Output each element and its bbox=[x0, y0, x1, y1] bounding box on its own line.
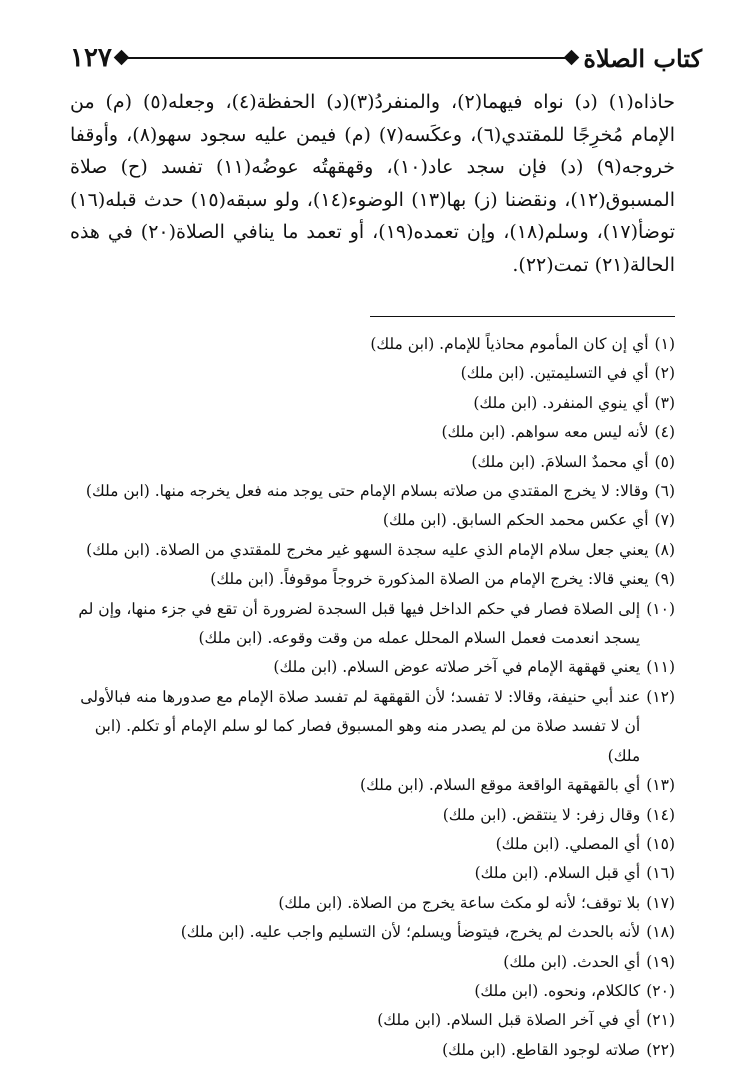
footnote-item bbox=[70, 330, 675, 359]
footnote-item bbox=[70, 859, 675, 888]
footnote-number: (١٩) bbox=[646, 952, 675, 971]
footnote-text: بلا توقف؛ لأنه لو مكث ساعة يخرج من الصلاة. (ابن ملك) bbox=[278, 893, 641, 912]
footnote-item bbox=[70, 830, 675, 859]
footnote-text: أي بالقهقهة الواقعة موقع السلام. (ابن ملك) bbox=[360, 776, 641, 795]
footnote-number: (١٣) bbox=[646, 776, 675, 795]
footnote-item bbox=[70, 948, 675, 977]
footnote-number: (٥) bbox=[654, 452, 675, 471]
footnote-number: (٤) bbox=[654, 423, 675, 442]
footnote-text: لأنه ليس معه سواهم. (ابن ملك) bbox=[441, 423, 649, 442]
footnote-item bbox=[70, 1036, 675, 1065]
footnote-item bbox=[70, 801, 675, 830]
footnote-number: (١) bbox=[654, 335, 675, 353]
footnote-number: (١٠) bbox=[646, 599, 675, 618]
diamond-ornament-icon bbox=[564, 50, 580, 66]
footnote-item bbox=[70, 653, 675, 682]
footnote-item bbox=[70, 536, 675, 565]
footnote-number: (٨) bbox=[654, 540, 675, 559]
footnote-text: أي إن كان المأموم محاذياً للإمام. (ابن ملك) bbox=[370, 335, 649, 353]
footnote-text: كالكلام، ونحوه. (ابن ملك) bbox=[474, 981, 641, 1000]
footnote-item bbox=[70, 918, 675, 947]
footnote-number: (٣) bbox=[654, 393, 675, 412]
footnote-text: وقال زفر: لا ينتقض. (ابن ملك) bbox=[442, 805, 641, 824]
main-text-block bbox=[70, 86, 675, 281]
footnote-item bbox=[70, 477, 675, 506]
book-title: كتاب الصلاة bbox=[583, 43, 702, 73]
footnote-number: (١٢) bbox=[646, 687, 675, 706]
footnote-item bbox=[70, 771, 675, 800]
footnote-number: (٢١) bbox=[646, 1011, 675, 1030]
footnote-text: عند أبي حنيفة، وقالا: لا تفسد؛ لأن القهقهة لم تفسد صلاة الإمام مع صدورها منه فبالأولى أن لا تفسد صلاة من لم يصدر منه وهو المسبوق فصار كما لو سلم الإمام أو تكلم. (ابن ملك) bbox=[80, 687, 641, 765]
footnote-item bbox=[70, 418, 675, 447]
footnote-text: أي قبل السلام. (ابن ملك) bbox=[474, 864, 641, 883]
footnote-text: إلى الصلاة فصار في حكم الداخل فيها قبل السجدة لضرورة أن تقع في جزء منها، وإن لم يسجد انعدمت فعمل السلام المحلل عمله من وقت وقوعه. (ابن ملك) bbox=[78, 599, 641, 648]
footnote-text: أي محمدٌ السلامَ. (ابن ملك) bbox=[471, 452, 649, 471]
footnote-item bbox=[70, 448, 675, 477]
header-line bbox=[126, 57, 567, 59]
footnote-text: يعني جعل سلام الإمام الذي عليه سجدة السهو غير مخرج للمقتدي من الصلاة. (ابن ملك) bbox=[86, 540, 649, 559]
footnote-text: أي في التسليمتين. (ابن ملك) bbox=[460, 364, 649, 383]
footnote-text: أي عكس محمد الحكم السابق. (ابن ملك) bbox=[382, 511, 649, 530]
footnote-number: (٢) bbox=[654, 364, 675, 383]
footnote-item bbox=[70, 565, 675, 594]
footnote-text: لأنه بالحدث لم يخرج، فيتوضأ ويسلم؛ لأن التسليم واجب عليه. (ابن ملك) bbox=[180, 923, 641, 942]
footnote-text: أي في آخر الصلاة قبل السلام. (ابن ملك) bbox=[377, 1011, 641, 1030]
footnote-number: (١٤) bbox=[646, 805, 675, 824]
footnote-item bbox=[70, 977, 675, 1006]
footnote-text: صلاته لوجود القاطع. (ابن ملك) bbox=[442, 1040, 641, 1059]
footnote-number: (٩) bbox=[654, 570, 675, 589]
footnote-number: (١٦) bbox=[646, 864, 675, 883]
footnote-item bbox=[70, 595, 675, 654]
footnote-number: (١٥) bbox=[646, 834, 675, 853]
footnote-separator bbox=[370, 316, 675, 317]
footnote-number: (١٨) bbox=[646, 923, 675, 942]
footnote-item bbox=[70, 683, 675, 771]
footnote-number: (٢٠) bbox=[646, 981, 675, 1000]
header-rule bbox=[116, 40, 577, 76]
footnote-number: (٢٢) bbox=[646, 1040, 675, 1059]
footnote-text: أي ينوي المنفرد. (ابن ملك) bbox=[473, 393, 649, 412]
main-paragraph: حاذاه(١) (د) نواه فيهما(٢)، والمنفردُ(٣)(د) الحفظة(٤)، وجعله(٥) (م) من الإمام مُخرِجًا للمقتدي(٦)، وعكَسه(٧) (م) فيمن عليه سجود سهو(٨)، وأوقفا خروجه(٩) (د) فإن سجد عاد(١٠)، وقهقهتُه عوضُه(١١) تفسد (ح) صلاة المسبوق(١٢)، ونقضنا (ز) بها(١٣) الوضوء(١٤)، ولو سبقه(١٥) حدث قبله(١٦) توضأ(١٧)، وسلم(١٨)، وإن تعمده(١٩)، أو تعمد ما ينافي الصلاة(٢٠) في هذه الحالة(٢١) تمت(٢٢). bbox=[70, 91, 676, 276]
footnote-item bbox=[70, 1006, 675, 1035]
footnote-number: (١٧) bbox=[646, 893, 675, 912]
footnotes-list bbox=[70, 330, 675, 1065]
footnote-item bbox=[70, 389, 675, 418]
footnote-text: أي المصلي. (ابن ملك) bbox=[495, 834, 641, 853]
footnote-item bbox=[70, 889, 675, 918]
footnote-text: وقالا: لا يخرج المقتدي من صلاته بسلام الإمام حتى يوجد منه فعل يخرجه منها. (ابن ملك) bbox=[85, 482, 649, 501]
footnote-number: (٧) bbox=[654, 511, 675, 530]
footnote-text: يعني قالا: يخرج الإمام من الصلاة المذكورة خروجاً موقوفاً. (ابن ملك) bbox=[210, 570, 649, 589]
footnote-item bbox=[70, 506, 675, 535]
footnote-text: أي الحدث. (ابن ملك) bbox=[503, 952, 641, 971]
footnote-number: (٦) bbox=[654, 482, 675, 501]
footnote-text: يعني قهقهة الإمام في آخر صلاته عوض السلام. (ابن ملك) bbox=[273, 658, 641, 677]
footnote-item bbox=[70, 359, 675, 388]
footnote-number: (١١) bbox=[646, 658, 675, 677]
page-number: ١٢٧ bbox=[70, 43, 112, 73]
page-header bbox=[70, 40, 702, 76]
